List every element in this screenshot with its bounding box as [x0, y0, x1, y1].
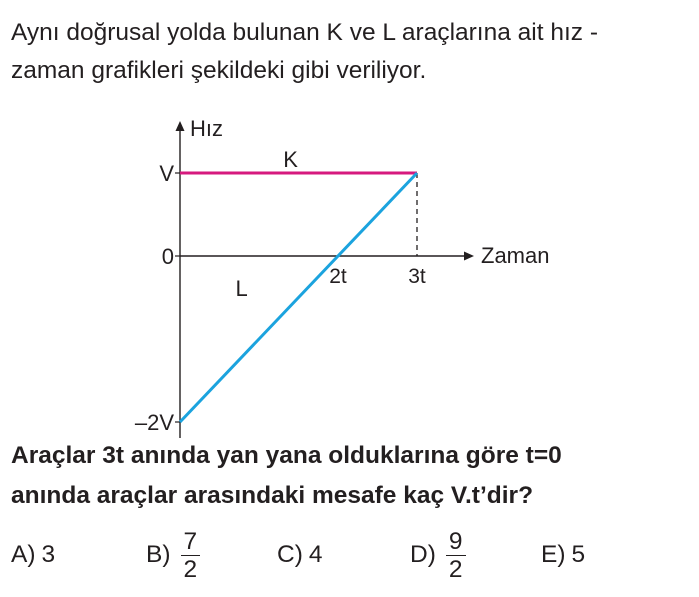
option-e-value: 5 — [571, 541, 586, 568]
option-e-letter: E) — [541, 541, 566, 568]
series-line-l — [180, 173, 417, 422]
y-tick-label-0: V — [159, 161, 174, 186]
option-a-value: 3 — [41, 541, 56, 568]
option-b-denominator: 2 — [183, 555, 198, 583]
option-e[interactable] — [541, 525, 585, 585]
y-axis-label: Hız — [190, 116, 223, 141]
option-b-letter: B) — [146, 541, 171, 568]
option-d-numerator: 9 — [446, 528, 466, 556]
x-axis-label: Zaman — [481, 243, 550, 268]
intro-line-1: Aynı doğrusal yolda bulunan K ve L araçlarına ait hız - — [11, 19, 598, 46]
y-axis-arrow — [176, 121, 185, 131]
option-d-fraction — [446, 528, 466, 583]
intro-line-2: zaman grafikleri şekildeki gibi veriliyor. — [11, 57, 427, 84]
x-tick-label-0: 2t — [329, 265, 347, 288]
y-tick-label-2: –2V — [134, 410, 174, 435]
option-c-value: 4 — [308, 541, 323, 568]
option-d[interactable] — [410, 525, 466, 585]
option-a[interactable] — [11, 525, 55, 585]
option-b[interactable] — [146, 525, 200, 585]
prompt-line-2: anında araçlar arasındaki mesafe kaç V.t’dir? — [11, 482, 534, 509]
option-c[interactable] — [277, 525, 323, 585]
prompt-line-1: Araçlar 3t anında yan yana olduklarına göre t=0 — [11, 442, 562, 469]
y-tick-label-1: 0 — [161, 244, 174, 269]
x-axis-arrow — [464, 252, 474, 261]
x-tick-label-1: 3t — [408, 265, 426, 288]
option-b-fraction — [181, 528, 201, 583]
question-prompt — [11, 436, 691, 516]
option-d-denominator: 2 — [448, 555, 463, 583]
option-a-letter: A) — [11, 541, 36, 568]
option-c-letter: C) — [277, 541, 303, 568]
series-label-k: K — [283, 147, 298, 172]
option-d-letter: D) — [410, 541, 436, 568]
series-label-l: L — [235, 275, 248, 301]
option-b-numerator: 7 — [181, 528, 201, 556]
